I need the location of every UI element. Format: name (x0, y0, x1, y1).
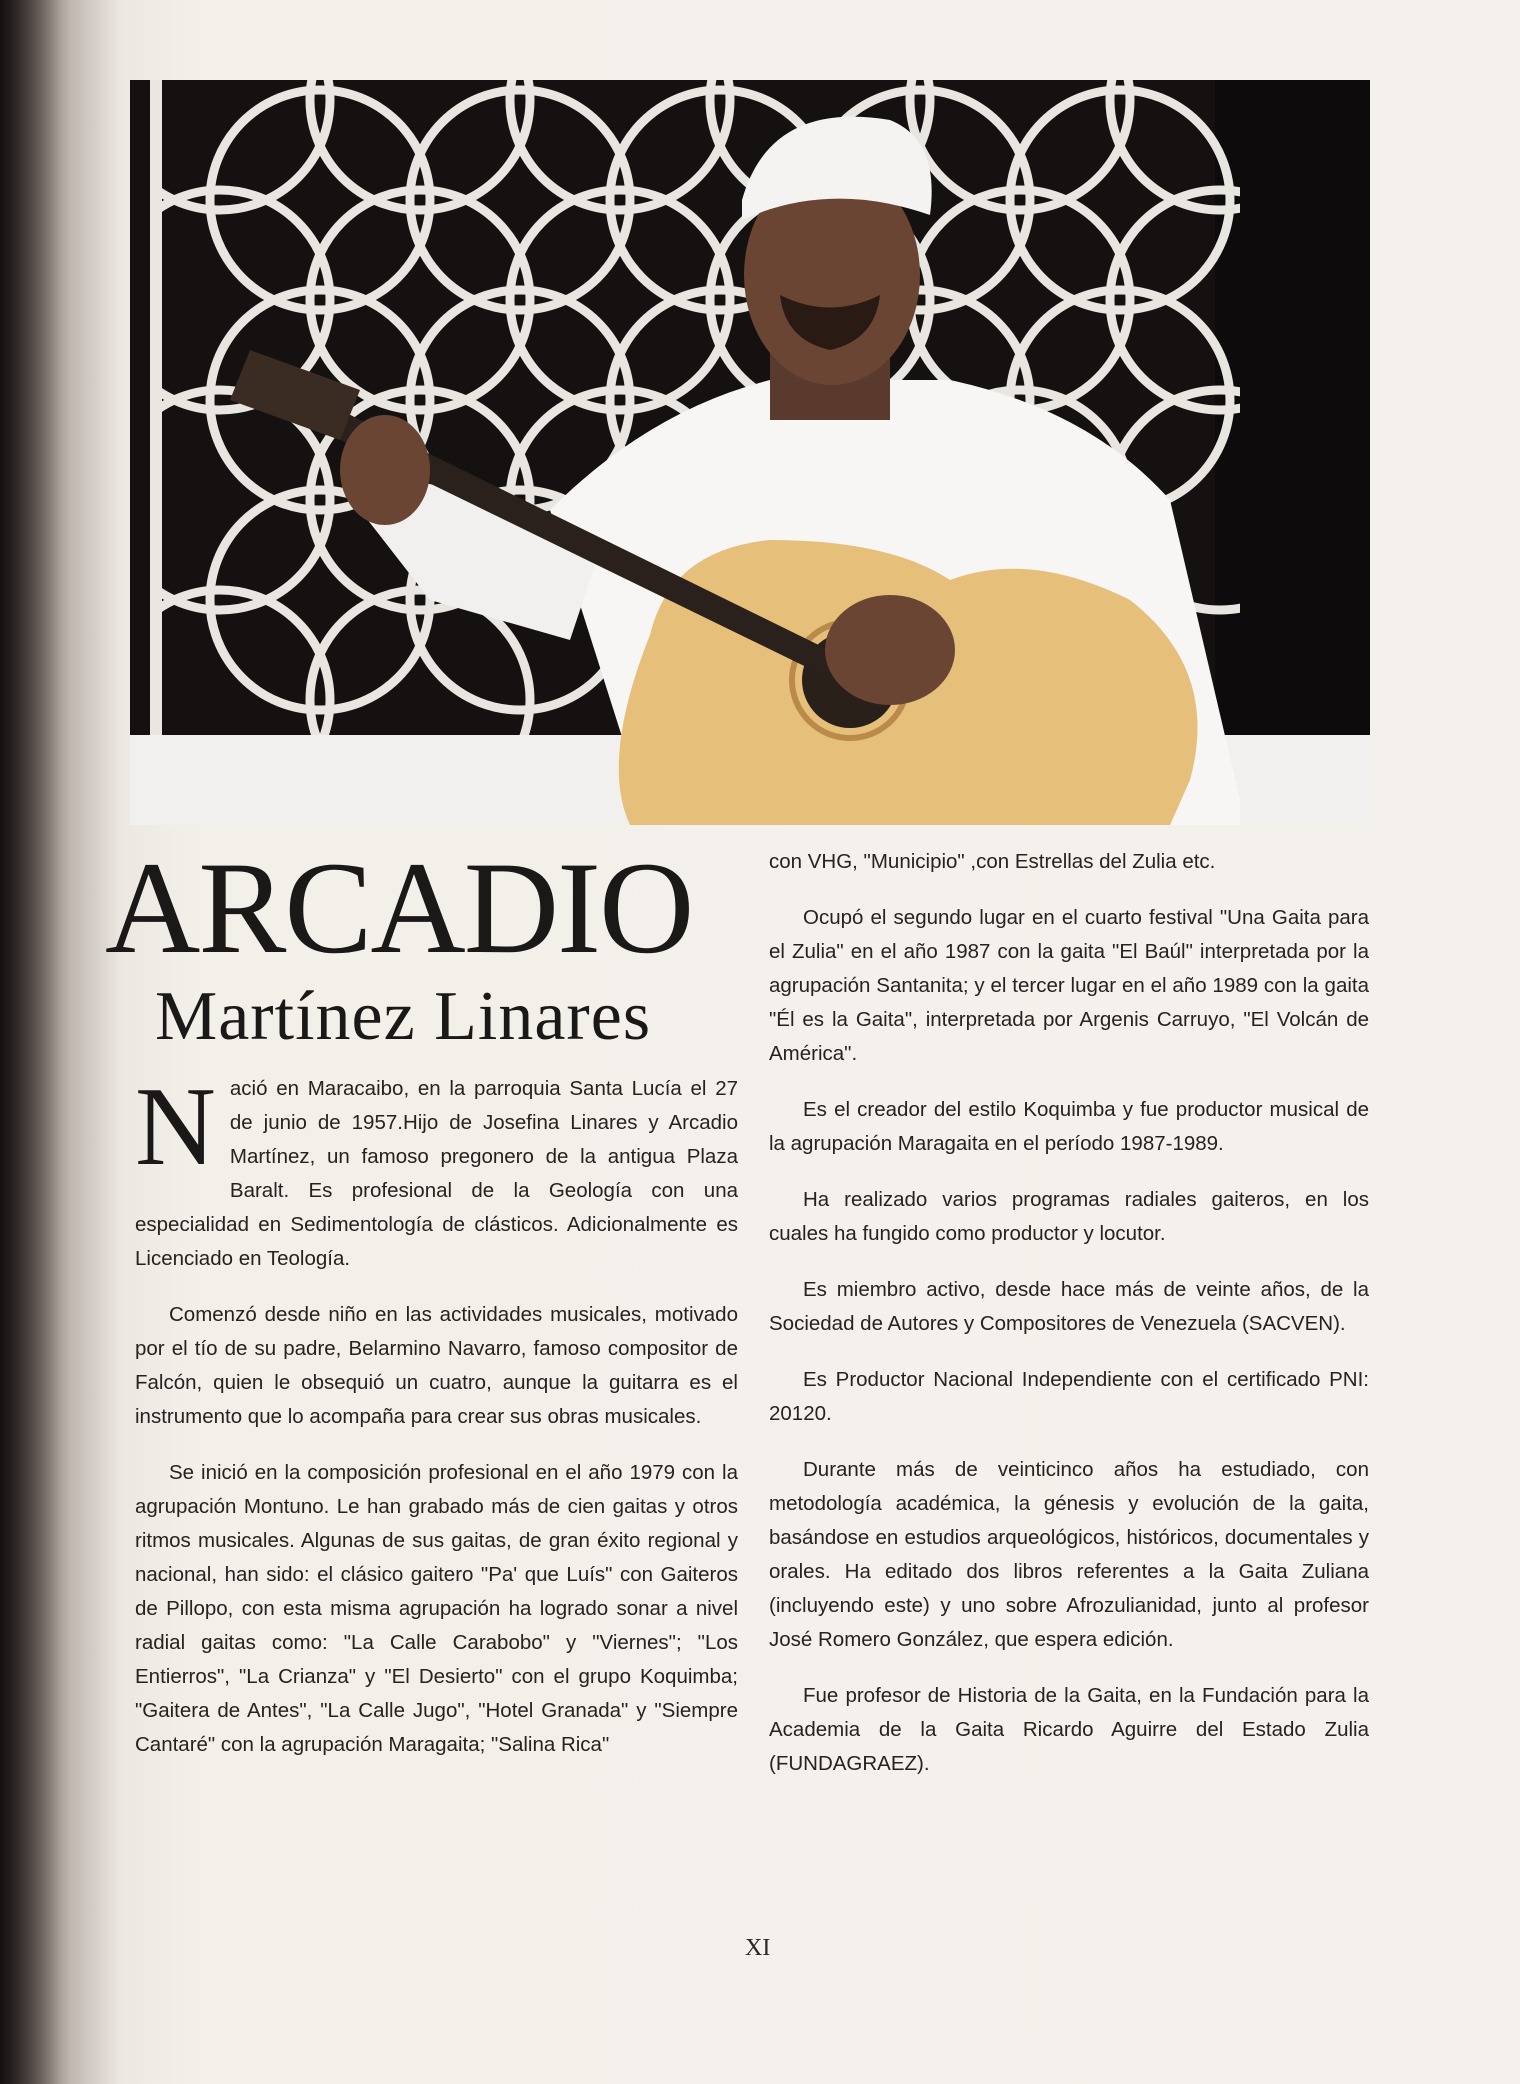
paragraph-9: Es Productor Nacional Independiente con el certificado PNI: 20120. (769, 1368, 1369, 1425)
page-number: XI (745, 1935, 771, 1961)
paragraph-4: con VHG, "Municipio" ,con Estrellas del Zulia etc. (769, 850, 1216, 873)
paragraph-11: Fue profesor de Historia de la Gaita, en la Fundación para la Academia de la Gaita Ricardo Aguirre del Estado Zulia (FUNDAGRAEZ). (769, 1684, 1369, 1775)
paragraph-7: Ha realizado varios programas radiales gaiteros, en los cuales ha fungido como productor y locutor. (769, 1188, 1369, 1245)
guitarist-illustration (130, 80, 1370, 825)
paragraph-5: Ocupó el segundo lugar en el cuarto festival "Una Gaita para el Zulia" en el año 1987 con la gaita "El Baúl" interpretada por la agrupación Santanita; y el tercer lugar en el año 1989 con la gaita "Él es la Gaita", interpretada por Argenis Carruyo, "El Volcán de América". (769, 906, 1369, 1065)
paragraph-6: Es el creador del estilo Koquimba y fue productor musical de la agrupación Maragaita en el período 1987-1989. (769, 1098, 1369, 1155)
paragraph-8: Es miembro activo, desde hace más de veinte años, de la Sociedad de Autores y Compositores de Venezuela (SACVEN). (769, 1278, 1369, 1335)
paragraph-1 (135, 1065, 738, 1276)
article-subtitle: Martínez Linares (155, 978, 652, 1055)
left-column (135, 1065, 738, 1784)
article-title: ARCADIO (105, 834, 693, 981)
paragraph-1-text: ació en Maracaibo, en la parroquia Santa Lucía el 27 de junio de 1957.Hijo de Josefina Linares y Arcadio Martínez, un famoso pregonero de la antigua Plaza Baralt. Es profesional de la Geología con una especialidad en Sedimentología de clásticos. Adicionalmente es Licenciado en Teología. (135, 1077, 738, 1270)
right-column (769, 845, 1369, 1803)
book-gutter-shadow (0, 0, 60, 2084)
paragraph-2: Comenzó desde niño en las actividades musicales, motivado por el tío de su padre, Belarmino Navarro, famoso compositor de Falcón, quien le obsequió un cuatro, aunque la guitarra es el instrumento que lo acompaña para crear sus obras musicales. (135, 1303, 738, 1428)
drop-cap: N (135, 1065, 216, 1189)
paragraph-10: Durante más de veinticinco años ha estudiado, con metodología académica, la génesis y evolución de la gaita, basándose en estudios arqueológicos, históricos, documentales y orales. Ha editado dos libros referentes a la Gaita Zuliana (incluyendo este) y uno sobre Afrozulianidad, junto al profesor José Romero González, que espera edición. (769, 1458, 1369, 1651)
paragraph-3: Se inició en la composición profesional en el año 1979 con la agrupación Montuno. Le han grabado más de cien gaitas y otros ritmos musicales. Algunas de sus gaitas, de gran éxito regional y nacional, han sido: el clásico gaitero "Pa' que Luís" con Gaiteros de Pillopo, con esta misma agrupación ha logrado sonar a nivel radial gaitas como: "La Calle Carabobo" y "Viernes"; "Los Entierros", "La Crianza" y "El Desierto" con el grupo Koquimba; "Gaitera de Antes", "La Calle Jugo", "Hotel Granada" y "Siempre Cantaré" con la agrupación Maragaita; "Salina Rica" (135, 1461, 738, 1756)
portrait-photo (130, 80, 1370, 825)
